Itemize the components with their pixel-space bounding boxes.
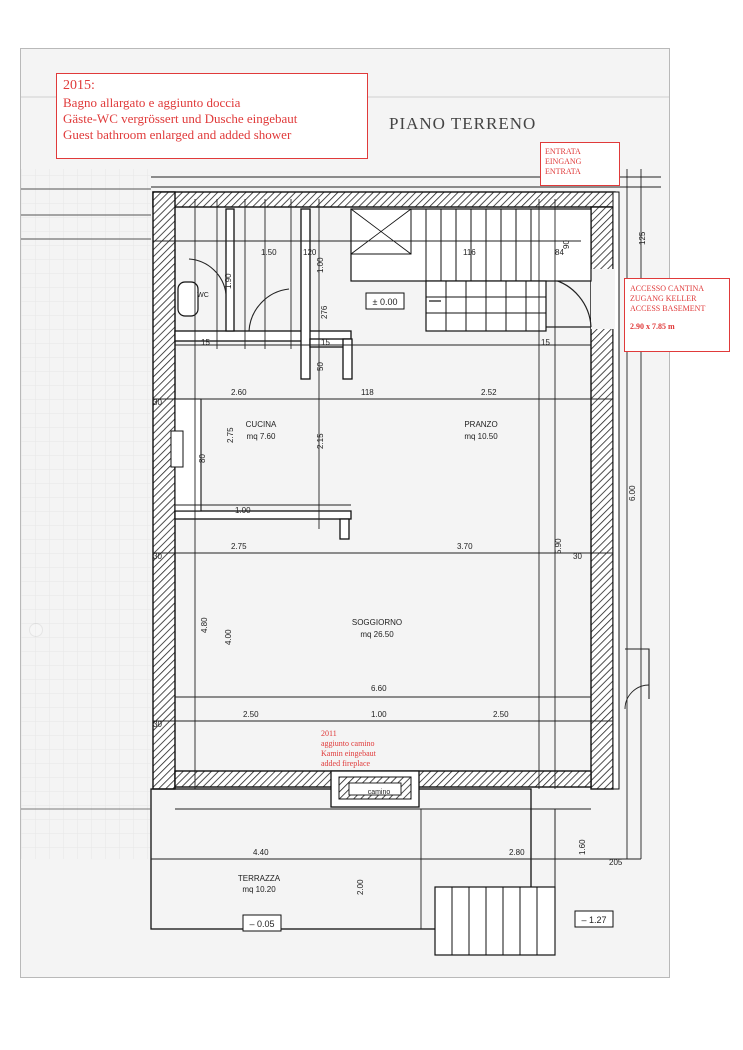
room-area-soggiorno: mq 26.50	[360, 630, 394, 639]
dim-label: 3.70	[457, 542, 473, 551]
room-area-terrazza: mq 10.20	[242, 885, 276, 894]
level-basement: – 1.27	[581, 915, 607, 925]
note-line-italian: ACCESSO CANTINA	[630, 284, 705, 293]
dim-label: 205	[609, 858, 623, 867]
dim-label: 2.50	[243, 710, 259, 719]
note-year: 2011	[321, 729, 337, 738]
note-year: 2015:	[63, 78, 95, 93]
dim-label: 84	[555, 248, 564, 257]
room-label-wc: WC	[197, 292, 209, 299]
dim-label: 1.00	[235, 506, 251, 515]
dim-label: 1.50	[261, 248, 277, 257]
dim-label: 2.50	[493, 710, 509, 719]
dim-label: 30	[573, 552, 582, 561]
note-line-italian: ENTRATA	[545, 147, 581, 156]
dim-label: 276	[320, 305, 329, 319]
dim-label: 1.90	[224, 273, 233, 289]
dim-label: 30	[153, 720, 162, 729]
note-line-italian: aggiunto camino	[321, 739, 375, 748]
room-label-cucina: CUCINA	[245, 420, 277, 429]
dim-label: 125	[638, 231, 647, 245]
note-line-english: ENTRATA	[545, 167, 581, 176]
plan-sheet	[20, 48, 670, 978]
room-label-soggiorno: SOGGIORNO	[351, 618, 403, 627]
note-entrance	[540, 142, 620, 186]
note-line-german: ZUGANG KELLER	[630, 294, 697, 303]
dim-label: 15	[541, 338, 550, 347]
dim-label: 120	[303, 248, 317, 257]
room-area-cucina: mq 7.60	[246, 432, 276, 441]
dim-label: 50	[316, 362, 325, 371]
note-line-english: Guest bathroom enlarged and added shower	[63, 127, 292, 142]
dim-label: 2.00	[356, 879, 365, 895]
dim-label: 15	[201, 338, 210, 347]
dim-label: 15	[321, 338, 330, 347]
note-fireplace-2011	[318, 726, 402, 786]
floor-plan-drawing	[21, 49, 669, 977]
level-zero: ± 0.00	[372, 297, 398, 307]
room-label-pranzo: PRANZO	[464, 420, 498, 429]
note-basement-access	[624, 278, 730, 352]
note-line-german: EINGANG	[545, 157, 582, 166]
dim-label: 2.60	[231, 388, 247, 397]
dim-label: 1.60	[578, 839, 587, 855]
dim-label: 2.80	[509, 848, 525, 857]
dim-label: 6.00	[628, 485, 637, 501]
dim-label: 2.75	[226, 427, 235, 443]
note-line-english: added fireplace	[321, 759, 371, 768]
note-line-italian: Bagno allargato e aggiunto doccia	[63, 94, 241, 110]
room-label-terrazza: TERRAZZA	[237, 874, 281, 883]
note-line-german: Kamin eingebaut	[321, 749, 376, 758]
dim-label: 80	[198, 454, 207, 463]
dim-label: 4.00	[224, 629, 233, 645]
dim-label: 1.00	[371, 710, 387, 719]
dim-label: 2.52	[481, 388, 497, 397]
dim-label: 118	[361, 388, 374, 397]
dim-label: 4.80	[200, 617, 209, 633]
room-label-camino: camino	[367, 789, 391, 796]
dim-label: 90	[562, 240, 571, 249]
dim-label: 2.15	[316, 433, 325, 449]
level-terrace: – 0.05	[249, 919, 275, 929]
dim-label: 1.00	[316, 257, 325, 273]
note-basement-size: 2.90 x 7.85 m	[630, 322, 675, 331]
dim-label: 5.90	[554, 538, 563, 554]
dim-label: 6.60	[371, 684, 387, 693]
note-renovation-2015	[56, 73, 368, 159]
dim-label: 116	[463, 248, 476, 257]
dim-label: 30	[153, 398, 162, 407]
plan-title: PIANO TERRENO	[389, 114, 537, 133]
dim-label: 30	[153, 552, 162, 561]
dim-label: 4.40	[253, 848, 269, 857]
note-line-german: Gäste-WC vergrössert und Dusche eingebaut	[63, 110, 298, 126]
dim-label: 2.75	[231, 542, 247, 551]
note-line-english: ACCESS BASEMENT	[630, 304, 706, 313]
room-area-pranzo: mq 10.50	[464, 432, 498, 441]
